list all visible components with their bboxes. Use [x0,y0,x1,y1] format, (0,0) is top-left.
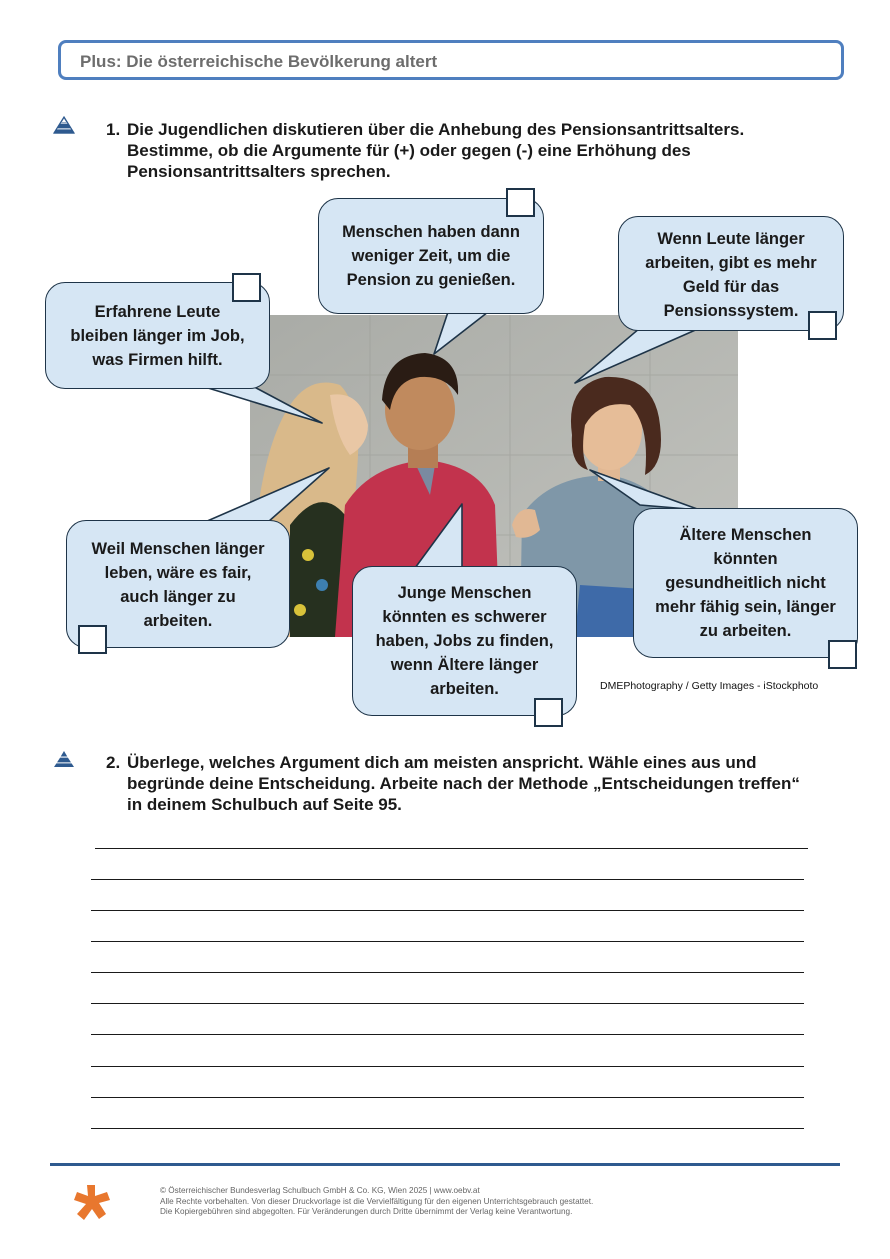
bubble-text-line: wenn Ältere länger [390,656,539,674]
footer-line: Alle Rechte vorbehalten. Von dieser Druckvorlage ist die Vervielfältigung für den eigenen Unterrichtsgebrauch gestattet. [160,1196,594,1206]
footer-divider [50,1163,840,1166]
answer-writing-line[interactable] [91,910,804,911]
bubble-text-line: leben, wäre es fair, [104,564,252,582]
answer-writing-line[interactable] [91,1066,804,1067]
answer-checkbox-bottom-middle[interactable] [534,698,563,727]
answer-writing-line[interactable] [95,848,808,849]
bubble-text-line: auch länger zu [120,588,236,606]
bubble-text-line: arbeiten. [143,612,213,630]
task-number: 2. [106,753,121,772]
bubble-text-line: arbeiten. [430,680,499,698]
answer-checkbox-top[interactable] [506,188,535,217]
bubble-text-line: Wenn Leute länger [657,230,805,248]
task-instruction: Die Jugendlichen diskutieren über die Anhebung des Pensionsantrittsalters. Bestimme, ob die Argumente für (+) oder gegen (-) eine Erhöhung des Pensionsantrittsalters sprechen. [127,120,745,181]
footer-line: Die Kopiergebühren sind abgegolten. Für Veränderungen durch Dritte übernimmt der Verlag keine Verantwortung. [160,1207,573,1216]
answer-writing-line[interactable] [91,1097,804,1098]
footer-copyright [160,1186,593,1218]
photo-credit: DMEPhotography / Getty Images - iStockphoto [600,680,819,692]
bubble-text-line: was Firmen hilft. [92,351,223,369]
answer-writing-line[interactable] [91,972,804,973]
bubble-text-line: Junge Menschen [397,584,532,602]
speech-bubble-bottom-right [633,508,858,658]
bubble-text-line: arbeiten, gibt es mehr [645,254,817,272]
task-instruction: Überlege, welches Argument dich am meisten anspricht. Wähle eines aus und begründe deine Entscheidung. Arbeite nach der Methode „Entscheidungen treffen“ in deinem Schulbuch auf Seite 95. [127,753,800,814]
bubble-text-line: Pension zu genießen. [346,271,516,289]
publisher-logo-icon [73,1183,111,1221]
bubble-text-line: gesundheitlich nicht [665,574,826,592]
answer-checkbox-bottom-right[interactable] [828,640,857,669]
answer-writing-line[interactable] [91,879,804,880]
page-title: Plus: Die österreichische Bevölkerung altert [80,52,438,71]
answer-writing-line[interactable] [91,1003,804,1004]
answer-writing-line[interactable] [91,941,804,942]
bubble-text-line: könnten [713,550,778,568]
answer-writing-line[interactable] [91,1128,804,1129]
bubble-text-line: Erfahrene Leute [94,303,221,321]
bubble-text-line: weniger Zeit, um die [351,247,511,265]
task-number: 1. [106,120,121,139]
bubble-text-line: Ältere Menschen [679,526,812,544]
speech-bubble-bottom-middle [352,566,577,716]
footer-line: © Österreichischer Bundesverlag Schulbuch GmbH & Co. KG, Wien 2025 | www.oebv.at [160,1186,480,1195]
answer-checkbox-bottom-left[interactable] [78,625,107,654]
bubble-text-line: bleiben länger im Job, [70,327,245,345]
bubble-text-line: zu arbeiten. [699,622,792,640]
bubble-text-line: könnten es schwerer [382,608,547,626]
page-title-box [58,40,844,80]
answer-writing-line[interactable] [91,1034,804,1035]
answer-checkbox-top-left[interactable] [232,273,261,302]
bubble-text-line: Geld für das [682,278,780,296]
level-pyramid-icon [53,750,75,768]
bubble-text-line: haben, Jobs zu finden, [375,632,554,650]
level-pyramid-icon [53,116,75,134]
bubble-text-line: Pensionssystem. [663,302,799,320]
answer-checkbox-top-right[interactable] [808,311,837,340]
bubble-text-line: Weil Menschen länger [91,540,265,558]
bubble-text-line: Menschen haben dann [342,223,520,241]
bubble-text-line: mehr fähig sein, länger [655,598,836,616]
